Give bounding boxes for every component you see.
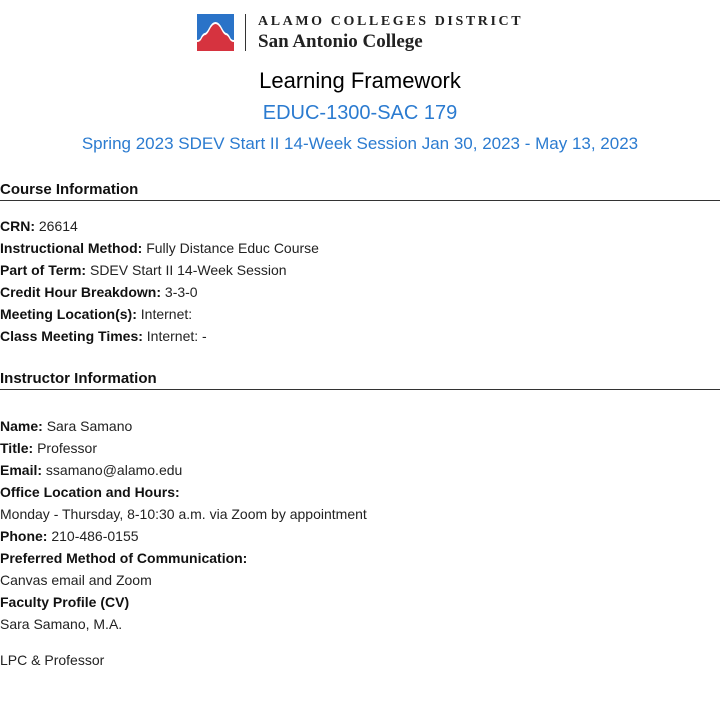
instructor-email-field: [0, 459, 720, 481]
field-label: CRN:: [0, 218, 35, 234]
field-value: Professor: [37, 440, 98, 456]
district-name: ALAMO COLLEGES DISTRICT: [258, 13, 524, 29]
field-value: 3-3-0: [164, 284, 198, 300]
field-label: Part of Term:: [0, 262, 87, 278]
email-value: ssamano@alamo.edu: [45, 462, 183, 478]
field-label: Email:: [0, 462, 43, 478]
instructor-title-field: [0, 437, 720, 459]
alamo-mission-logo-icon: [197, 14, 234, 51]
office-hours-label: [0, 481, 720, 503]
field-value: Sara Samano: [46, 418, 133, 434]
instructor-information-list: [0, 415, 720, 671]
course-term: Spring 2023 SDEV Start II 14-Week Session Jan 30, 2023 - May 13, 2023: [81, 134, 639, 153]
part-of-term-field: [0, 259, 720, 281]
field-value: SDEV Start II 14-Week Session: [89, 262, 287, 278]
field-value: Internet: -: [146, 328, 207, 344]
course-title: Learning Framework: [259, 68, 461, 93]
credit-hour-field: [0, 281, 720, 303]
field-label: Name:: [0, 418, 43, 434]
instructor-information-heading: Instructor Information: [0, 370, 720, 390]
course-code: EDUC-1300-SAC 179: [262, 102, 458, 124]
field-label: Class Meeting Times:: [0, 328, 143, 344]
field-value: Internet:: [140, 306, 193, 322]
field-label: Title:: [0, 440, 34, 456]
college-logo: [197, 13, 523, 51]
communication-label: [0, 547, 720, 569]
field-label: Credit Hour Breakdown:: [0, 284, 162, 300]
instructional-method-field: [0, 237, 720, 259]
class-meeting-times-field: [0, 325, 720, 347]
field-label: Meeting Location(s):: [0, 306, 137, 322]
office-hours-value: Monday - Thursday, 8-10:30 a.m. via Zoom by appointment: [0, 506, 367, 522]
crn-field: [0, 215, 720, 237]
instructor-phone-field: [0, 525, 720, 547]
course-information-list: [0, 215, 720, 347]
communication-value: Canvas email and Zoom: [0, 572, 152, 588]
meeting-location-field: [0, 303, 720, 325]
field-value: 210-486-0155: [51, 528, 139, 544]
field-value: Fully Distance Educ Course: [146, 240, 319, 256]
faculty-profile-role: LPC & Professor: [0, 652, 105, 668]
field-label: Phone:: [0, 528, 48, 544]
logo-divider: [245, 14, 246, 51]
field-label: Office Location and Hours:: [0, 484, 180, 500]
field-label: Faculty Profile (CV): [0, 594, 130, 610]
faculty-profile-label: [0, 591, 720, 613]
instructor-name-field: [0, 415, 720, 437]
course-information-heading: Course Information: [0, 181, 720, 201]
field-value: 26614: [38, 218, 78, 234]
college-name: San Antonio College: [258, 30, 423, 52]
field-label: Preferred Method of Communication:: [0, 550, 248, 566]
faculty-profile-name: Sara Samano, M.A.: [0, 616, 123, 632]
field-label: Instructional Method:: [0, 240, 143, 256]
